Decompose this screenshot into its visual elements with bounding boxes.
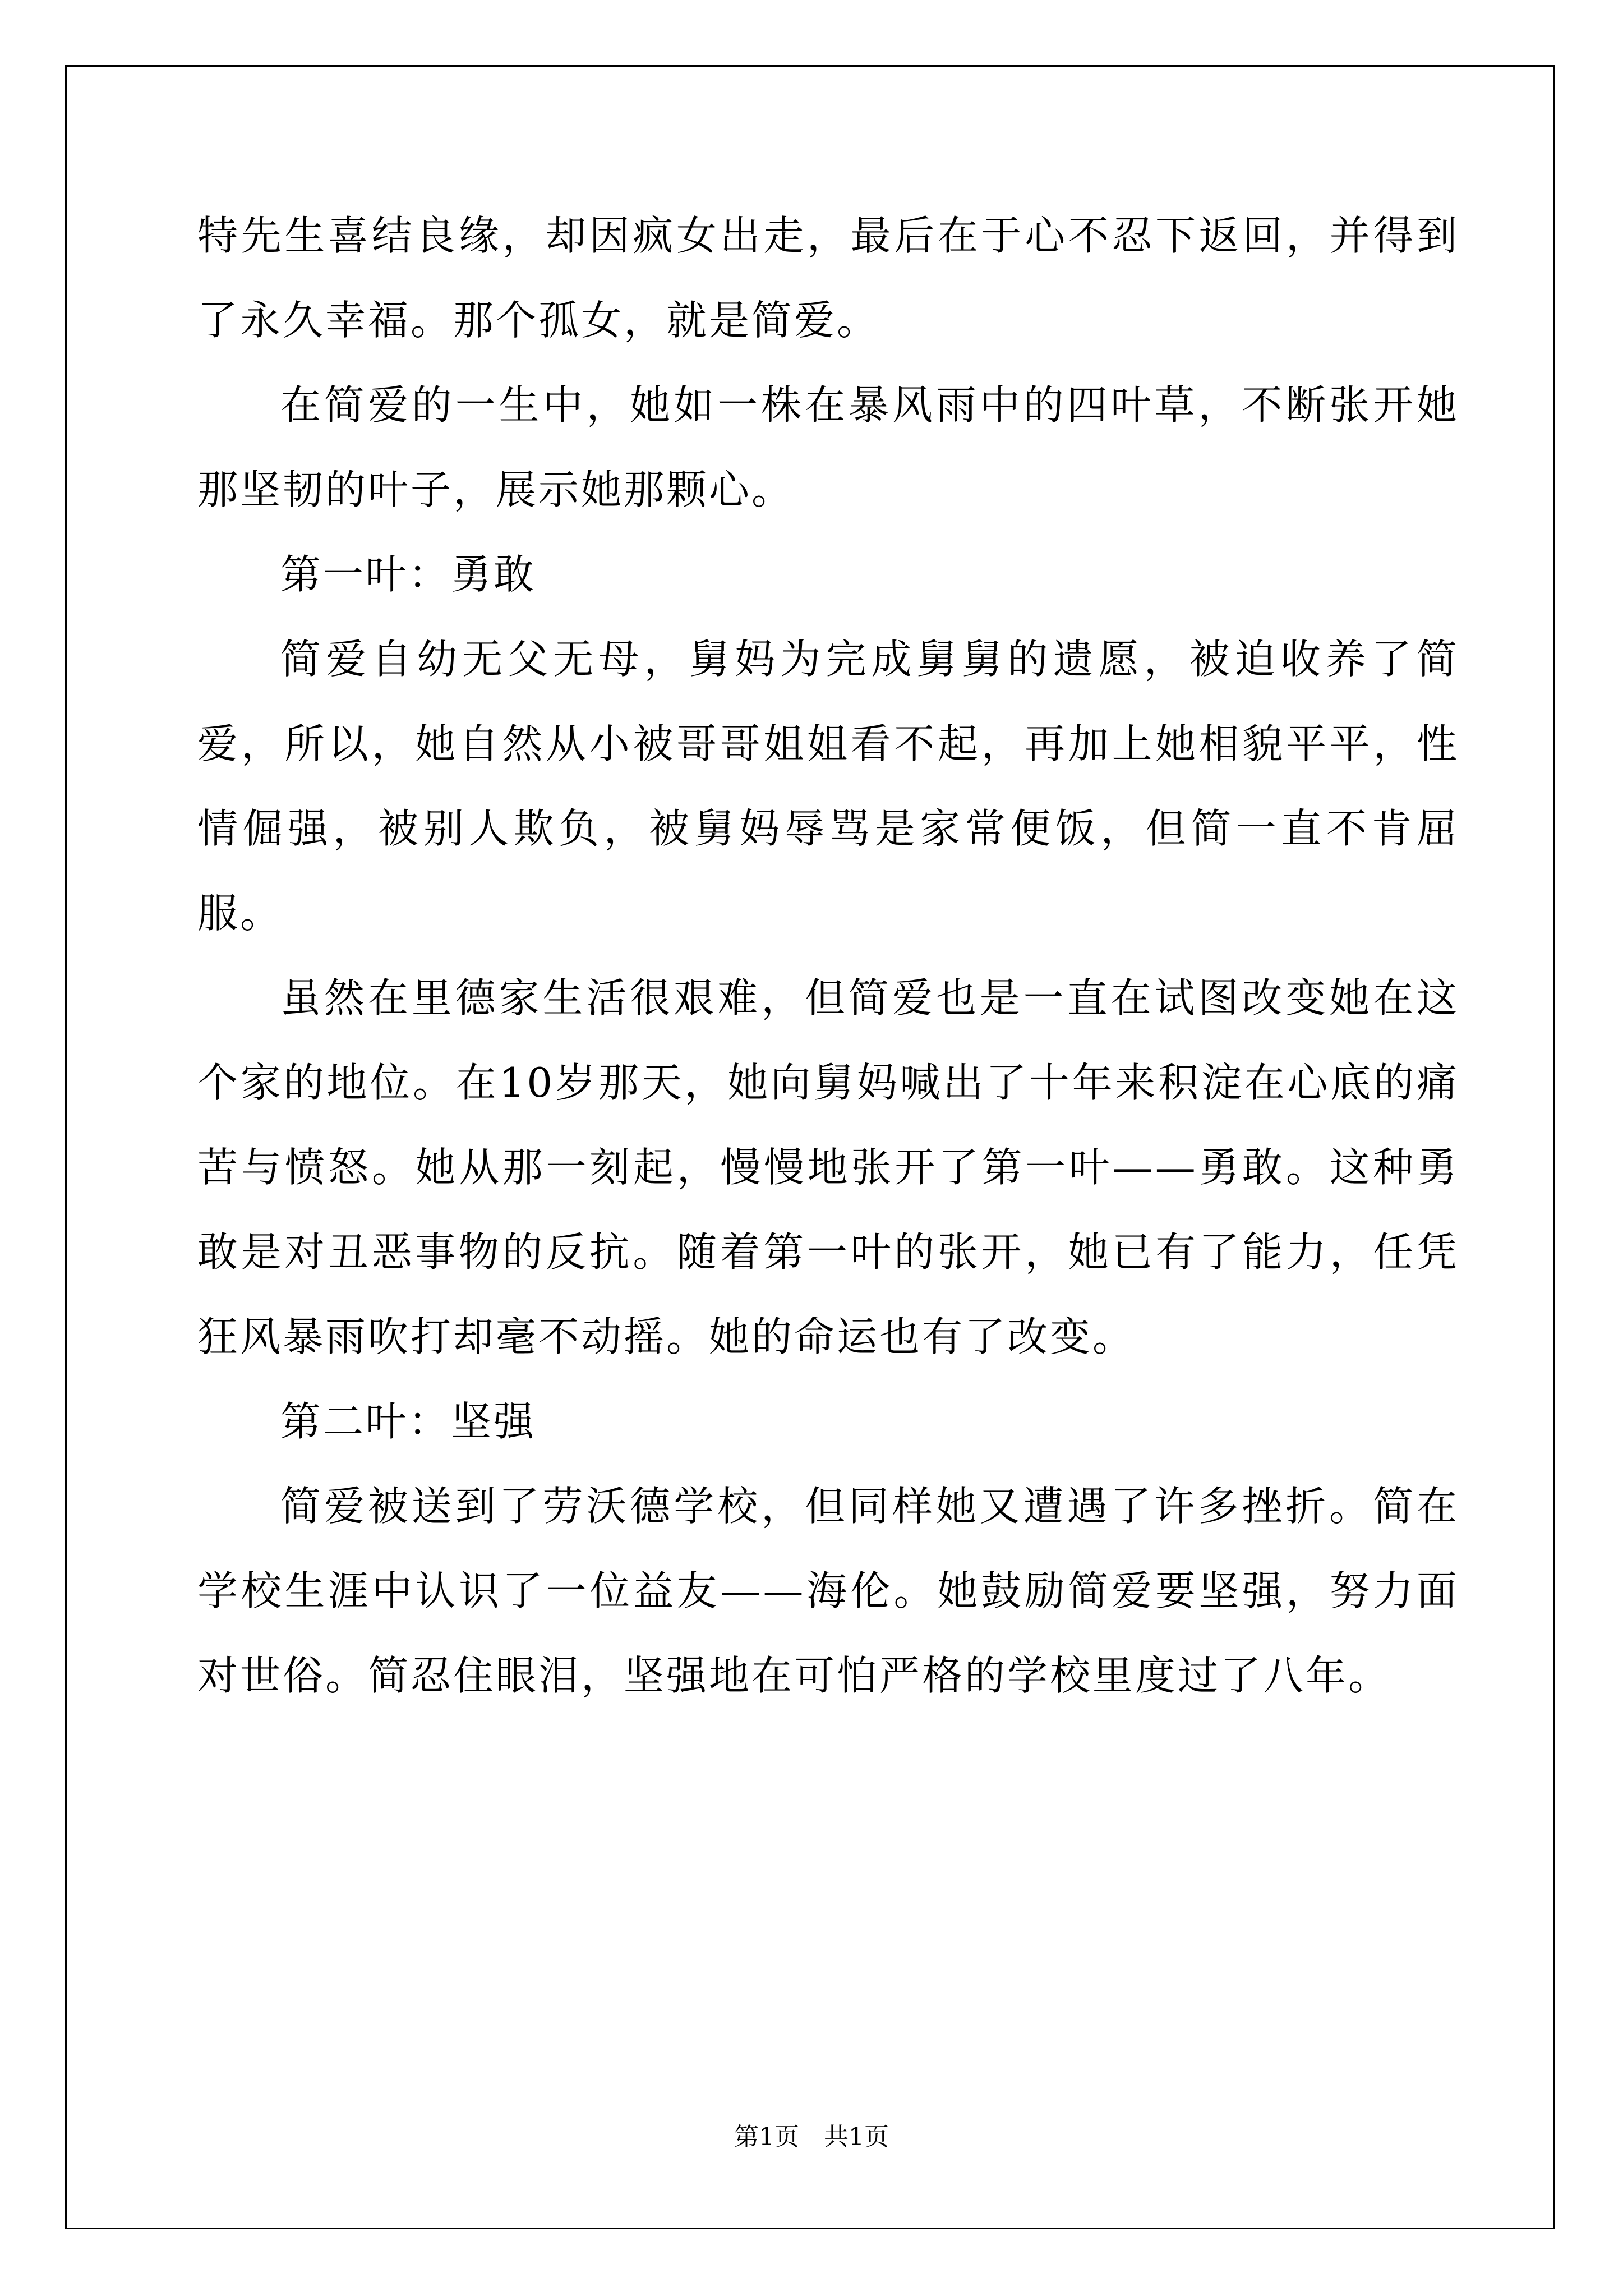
page-number: 第1页 [734, 2123, 799, 2151]
document-body [197, 194, 1459, 1718]
page-total: 共1页 [824, 2123, 889, 2151]
paragraph-2: 在简爱的一生中，她如一株在暴风雨中的四叶草，不断张开她那坚韧的叶子，展示她那颗心。 [197, 381, 1459, 513]
paragraph-3: 简爱自幼无父无母，舅妈为完成舅舅的遗愿，被迫收养了简爱，所以，她自然从小被哥哥姐姐看不起，再加上她相貌平平，性情倔强，被别人欺负，被舅妈辱骂是家常便饭，但简一直不肯屈服。 [197, 636, 1459, 937]
paragraph-5: 简爱被送到了劳沃德学校，但同样她又遭遇了许多挫折。简在学校生涯中认识了一位益友——海伦。她鼓励简爱要坚强，努力面对世俗。简忍住眼泪，坚强地在可怕严格的学校里度过了八年。 [197, 1483, 1459, 1699]
paragraph-4: 虽然在里德家生活很艰难，但简爱也是一直在试图改变她在这个家的地位。在10岁那天，她向舅妈喊出了十年来积淀在心底的痛苦与愤怒。她从那一刻起，慢慢地张开了第一叶——勇敢。这种勇敢是对丑恶事物的反抗。随着第一叶的张开，她已有了能力，任凭狂风暴雨吹打却毫不动摇。她的命运也有了改变。 [197, 974, 1459, 1360]
paragraph-1: 特先生喜结良缘，却因疯女出走，最后在于心不忍下返回，并得到了永久幸福。那个孤女，就是简爱。 [197, 212, 1459, 344]
page-footer [0, 2120, 1623, 2154]
section-heading-second-leaf: 第二叶：坚强 [280, 1398, 537, 1445]
section-heading-first-leaf: 第一叶：勇敢 [280, 551, 537, 598]
